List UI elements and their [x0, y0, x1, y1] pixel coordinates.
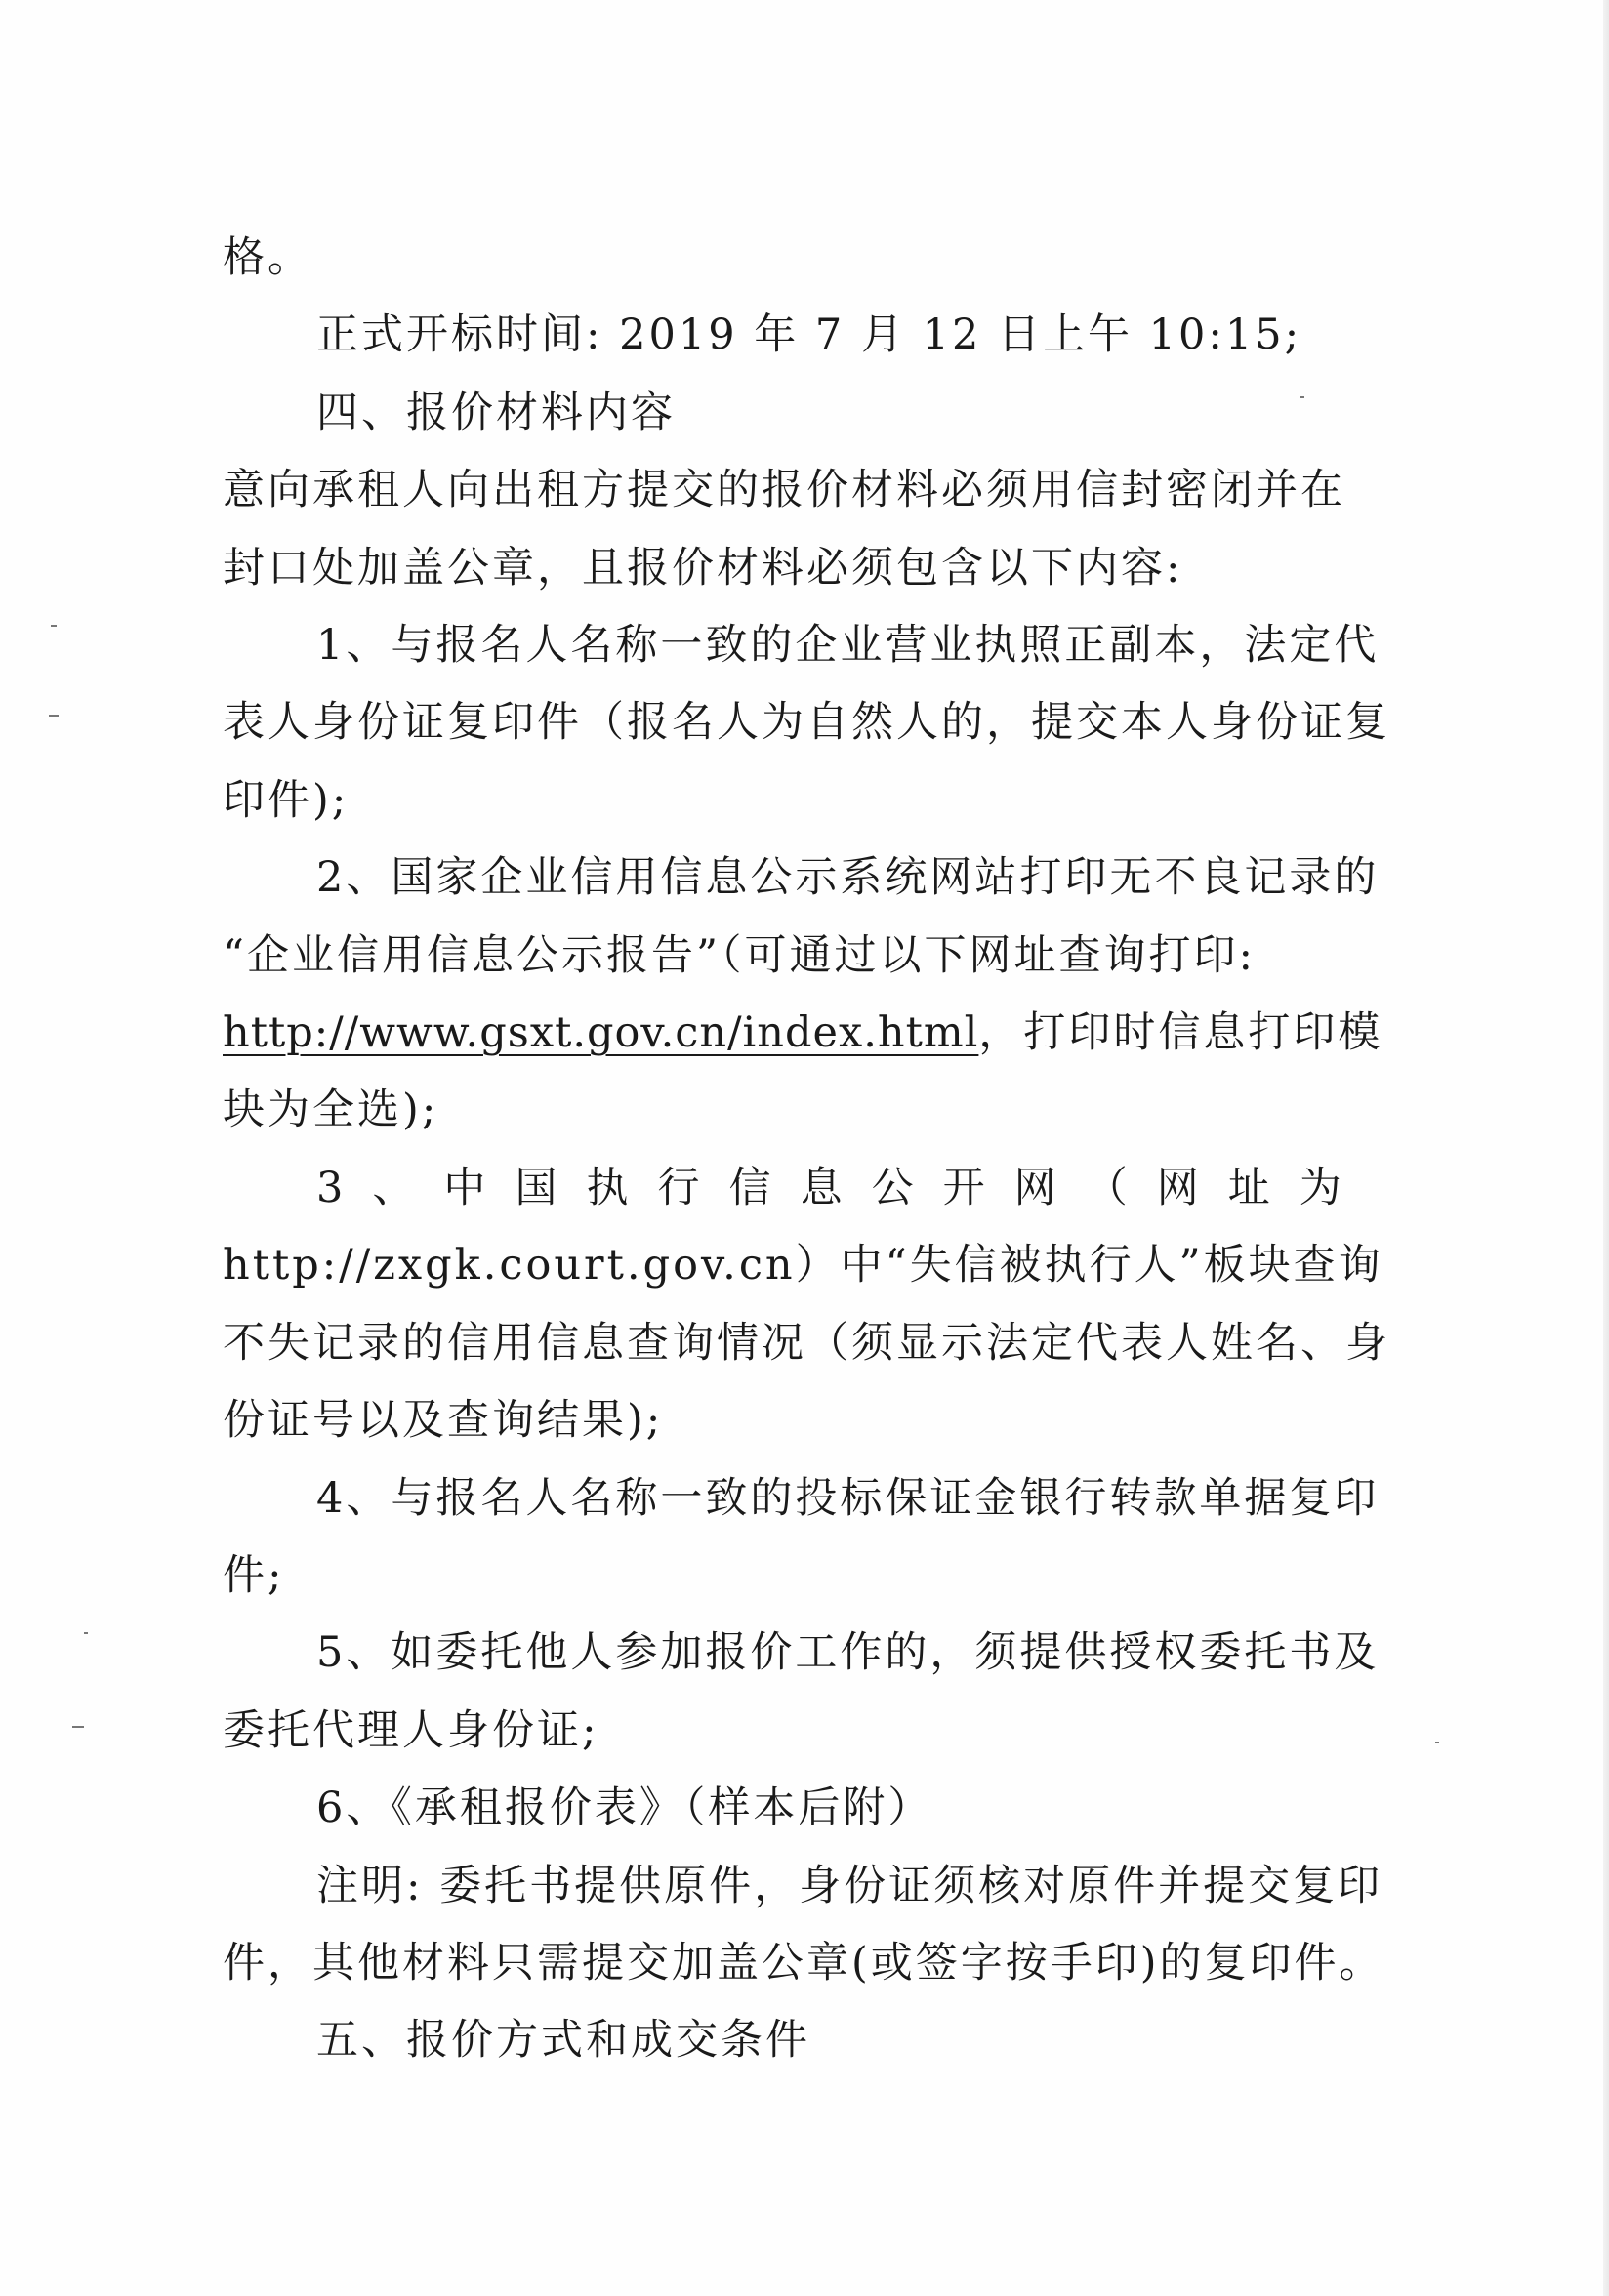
- text-line: 表人身份证复印件（报名人为自然人的，提交本人身份证复: [223, 698, 1390, 748]
- spread-char: 为: [1299, 1163, 1344, 1212]
- text-line: 封口处加盖公章，且报价材料必须包含以下内容:: [223, 543, 1183, 593]
- list-item-6: 6、《承租报价表》（样本后附）: [316, 1784, 933, 1833]
- section-heading-5: 五、报价方式和成交条件: [316, 2016, 810, 2066]
- spread-char: 行: [657, 1163, 703, 1212]
- spread-char: 信: [728, 1163, 774, 1212]
- section-heading-4: 四、报价材料内容: [316, 388, 676, 437]
- text-line: 印件);: [223, 775, 350, 825]
- spread-char: 国: [515, 1163, 560, 1212]
- spread-char: 网: [1156, 1163, 1202, 1212]
- list-item-4: 4、与报名人名称一致的投标保证金银行转款单据复印: [316, 1473, 1380, 1523]
- spread-char: 开: [942, 1163, 988, 1212]
- text-line: “企业信用信息公示报告”（可通过以下网址查询打印:: [223, 930, 1256, 980]
- url-line-rest: ，打印时信息打印模: [978, 1008, 1383, 1058]
- text-line: 块为全选);: [223, 1086, 439, 1135]
- text-line: 份证号以及查询结果);: [223, 1396, 664, 1446]
- bid-opening-time: 正式开标时间: 2019 年 7 月 12 日上午 10:15;: [316, 310, 1302, 360]
- text-line: 格。: [223, 233, 312, 282]
- scan-speck: [51, 625, 57, 627]
- spread-char: 息: [800, 1163, 846, 1212]
- url-line: [223, 995, 1383, 1072]
- spread-char: 网: [1013, 1163, 1059, 1212]
- note-line: 注明: 委托书提供原件，身份证须核对原件并提交复印: [316, 1861, 1383, 1910]
- scan-speck: [49, 715, 59, 717]
- scan-edge: [1603, 0, 1609, 2296]
- text-line: 不失记录的信用信息查询情况（须显示法定代表人姓名、身: [223, 1318, 1390, 1368]
- list-item-3: [223, 1150, 1350, 1227]
- spread-char: 中: [443, 1163, 489, 1212]
- spread-char: 公: [871, 1163, 917, 1212]
- text-line: 件;: [223, 1550, 285, 1600]
- scan-speck: [1435, 1742, 1439, 1743]
- spread-char: 、: [372, 1163, 418, 1212]
- list-item-5: 5、如委托他人参加报价工作的，须提供授权委托书及: [316, 1628, 1380, 1678]
- scan-speck: [84, 1632, 88, 1634]
- list-item-2: 2、国家企业信用信息公示系统网站打印无不良记录的: [316, 853, 1380, 903]
- document-body: [223, 220, 1390, 2080]
- spread-char: （: [1085, 1163, 1131, 1212]
- scan-speck: [72, 1726, 84, 1728]
- gsxt-link[interactable]: http://www.gsxt.gov.cn/index.html: [223, 1008, 979, 1058]
- spread-char: 3: [316, 1163, 347, 1212]
- spread-char: 址: [1227, 1163, 1273, 1212]
- spread-char: 执: [586, 1163, 632, 1212]
- list-item-1: 1、与报名人名称一致的企业营业执照正副本，法定代: [316, 621, 1380, 671]
- text-line: 委托代理人身份证;: [223, 1705, 599, 1755]
- text-line: http://zxgk.court.gov.cn）中“失信被执行人”板块查询: [223, 1241, 1383, 1291]
- text-line: 件，其他材料只需提交加盖公章(或签字按手印)的复印件。: [223, 1938, 1384, 1988]
- text-line: 意向承租人向出租方提交的报价材料必须用信封密闭并在: [223, 466, 1345, 515]
